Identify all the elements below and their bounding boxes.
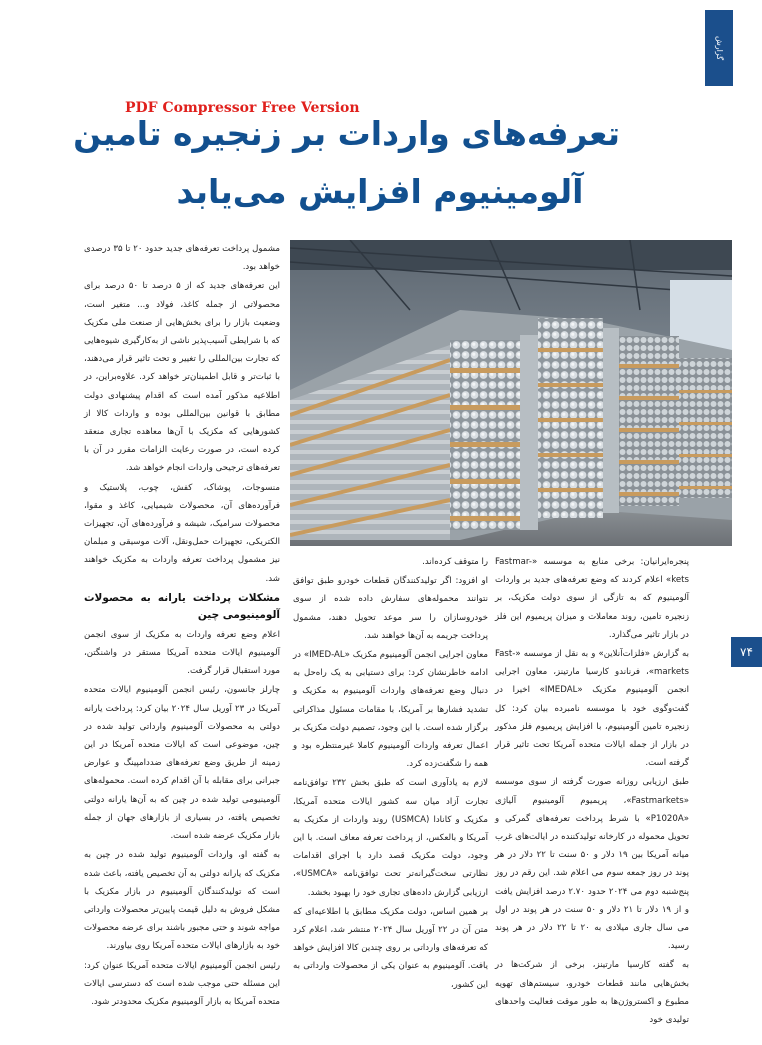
article-column-middle — [293, 553, 488, 995]
paragraph: بر همین اساس، دولت مکزیک مطابق با اطلاعیه‌ای که متن آن در ۲۲ آوریل سال ۲۰۲۴ منتشر شد، اعلام کرد که تعرفه‌های وارداتی بر روی چندین کالا افزایش خواهد یافت. آلومینیوم به عنوان یکی از محصولات وارداتی به این کشور، — [293, 906, 488, 990]
article-column-right — [495, 553, 689, 1030]
aluminium-warehouse-photo — [290, 240, 732, 546]
paragraph: مشمول پرداخت تعرفه‌های جدید حدود ۲۰ تا ۳۵ درصدی خواهد بود. — [84, 244, 280, 273]
page-number: ۷۴ — [731, 637, 762, 667]
headline-line-1: تعرفه‌های واردات بر زنجیره تامین — [73, 114, 620, 153]
article-column-left — [84, 240, 280, 1012]
paragraph: چارلز جانسون، رئیس انجمن آلومینیوم ایالات متحده آمریکا در ۲۳ آوریل سال ۲۰۲۴ بیان کرد: پرداخت یارانه دولتی به محصولات آلومینیوم وارداتی تولید شده در چین، موضوعی است که ایالات متحده آمریکا در این زمینه از طریق وضع تعرفه‌های ضددامپینگ و عوارض جبرانی برای مقابله با آن اقدام کرده است. محموله‌های آلومینیومی تولید شده در چین که به آن‌ها یارانه دولتی تخصیص یافته، در بسیاری از بازارهای جهان از جمله بازار مکزیک عرضه شده است. — [84, 685, 280, 842]
article-headline — [73, 105, 620, 221]
paragraph: به گزارش «فلزات‌آنلاین» و به نقل از موسسه «Fast-markets»، فرناندو کارسیا مارتینز، معاون اجرایی انجمن آلومینیوم مکزیک «IMEDAL» اخیرا در گفت‌وگوی خود با موسسه نامبرده بیان کرد: کل زنجیره تامین آلومینیوم، با افزایش پریمیوم فلز مذکور در بازار از جمله ایالات متحده آمریکا تحت تاثیر قرار گرفته است. — [495, 649, 689, 769]
section-tab — [705, 10, 733, 86]
paragraph: رئیس انجمن آلومینیوم ایالات متحده آمریکا عنوان کرد: این مسئله حتی موجب شده است که دسترسی ایالات متحده آمریکا به بازار آلومینیوم مکزیک محدودتر شود. — [84, 960, 280, 1007]
paragraph: منسوجات، پوشاک، کفش، چوب، پلاستیک و فرآورده‌های آن، محصولات شیمیایی، کاغذ و مقوا، محصولات سرامیک، شیشه و فرآورده‌های آن، تجهیزات الکتریکی، تجهیزات حمل‌ونقل، آلات موسیقی و مبلمان نیز مشمول پرداخت تعرفه واردات به مکزیک خواهند شد. — [84, 482, 280, 584]
paragraph: لازم به یادآوری است که طبق بخش ۲۳۲ توافق‌نامه تجارت آزاد میان سه کشور ایالات متحده آمریکا، مکزیک و کانادا (USMCA) روند واردات از مکزیک به آمریکا و بالعکس، از پرداخت تعرفه معاف است. با این وجود، دولت مکزیک قصد دارد با اجرای اقدامات نظارتی سخت‌گیرانه‌تر تحت توافق‌نامه «USMCA»، ارزیابی گزارش داده‌های تجاری خود را بهبود بخشد. — [293, 778, 489, 898]
paragraph: را متوقف کرده‌اند. — [422, 557, 488, 567]
paragraph: به گفته او، واردات آلومینیوم تولید شده در چین به مکزیک که یارانه دولتی به آن تخصیص یافته، باعث شده است که تولیدکنندگان آلومینیوم در بازار مکزیک با مشکل فروش به دلیل قیمت پایین‌تر محصولات وارداتی مواجه شوند و حتی مجبور باشند برای عرضه محصولات خود به بازارهای ایالات متحده آمریکا روی بیاورند. — [84, 850, 280, 952]
paragraph: پنجره‌ایرانیان: برخی منابع به موسسه «Fastmar-kets» اعلام کردند که وضع تعرفه‌های جدید بر واردات آلومینیوم که به تازگی از سوی دولت مکزیک، بر زنجیره تامین، روند معاملات و میزان پریمیوم این فلز در بازار تاثیر می‌گذارد. — [495, 557, 689, 640]
watermark: PDF Compressor Free Version — [125, 100, 360, 116]
paragraph: اعلام وضع تعرفه واردات به مکزیک از سوی انجمن آلومینیوم ایالات متحده آمریکا مستقر در واشنگتن، مورد استقبال قرار گرفت. — [84, 629, 280, 677]
paragraph: او افزود: اگر تولیدکنندگان قطعات خودرو طبق توافق نتوانند محموله‌های سفارش داده شده از سوی خودروسازان را سر موعد تحویل دهند، مشمول پرداخت جریمه به آن‌ها خواهند شد. — [293, 576, 488, 641]
headline-line-2: آلومینیوم افزایش می‌یابد — [176, 172, 584, 211]
paragraph: این تعرفه‌های جدید که از ۵ درصد تا ۵۰ درصد برای محصولاتی از جمله کاغذ، فولاد و... متغیر است، وضعیت بازار را برای بخش‌هایی از صنعت ملی مکزیک که با شرایطی آسیب‌پذیر ناشی از به‌کارگیری شیوه‌هایی که تجارت بین‌المللی را تغییر و تحت تاثیر قرار می‌دهند، با ثبات‌تر و قابل اطمینان‌تر خواهد کرد. علاوه‌براین، در اطلاعیه مذکور آمده است که اقدام پیشنهادی دولت مطابق با قوانین بین‌المللی بوده و واردات کالا از کشورهایی که مکزیک با آن‌ها معاهده تجاری منعقد کرده است، در صورت رعایت الزامات مقرر در آن با تعرفه‌های ترجیحی واردات انجام خواهد شد. — [84, 281, 280, 474]
paragraph: معاون اجرایی انجمن آلومینیوم مکزیک «IMED-AL» در ادامه خاطرنشان کرد: برای دستیابی به یک راه‌حل به دنبال وضع تعرفه‌های واردات آلومینیوم به مکزیک و تشدید فشارها بر آمریکا، با مقامات مسئول مذاکراتی برگزار شده است. با این وجود، تصمیم دولت مکزیک بر اعمال تعرفه واردات آلومینیوم کاملا غیرمنتظره بود و همه را شگفت‌زده کرد. — [293, 650, 488, 770]
subheading: مشکلات پرداخت یارانه به محصولات آلومینیومی چین — [84, 591, 280, 621]
paragraph: طبق ارزیابی روزانه صورت گرفته از سوی موسسه «Fastmarkets»، پریمیوم آلومینیوم آلیاژی «P1020A» با شرط پرداخت تعرفه‌های گمرکی و تحویل محموله در کارخانه تولیدکننده در ایالت‌های غرب میانه آمریکا بین ۱۹ دلار و ۵۰ سنت تا ۲۲ دلار در هر پوند در روز جمعه سوم می اعلام شد. این رقم در روز پنج‌شنبه دوم می ۲۰۲۴ حدود ۲.۷۰ درصد افزایش یافت و از ۱۹ دلار تا ۲۱ دلار و ۵۰ سنت در هر پوند در اول می سال جاری میلادی به ۲۰ تا ۲۲ دلار در هر پوند رسید. — [495, 777, 689, 952]
section-label: گزارش — [715, 35, 724, 61]
paragraph: به گفته کارسیا مارتینز، برخی از شرکت‌ها در بخش‌هایی مانند قطعات خودرو، سیستم‌های تهویه مطبوع و اکستروژن‌ها به طور موقت فعالیت واحدهای تولیدی خود — [495, 960, 689, 1026]
